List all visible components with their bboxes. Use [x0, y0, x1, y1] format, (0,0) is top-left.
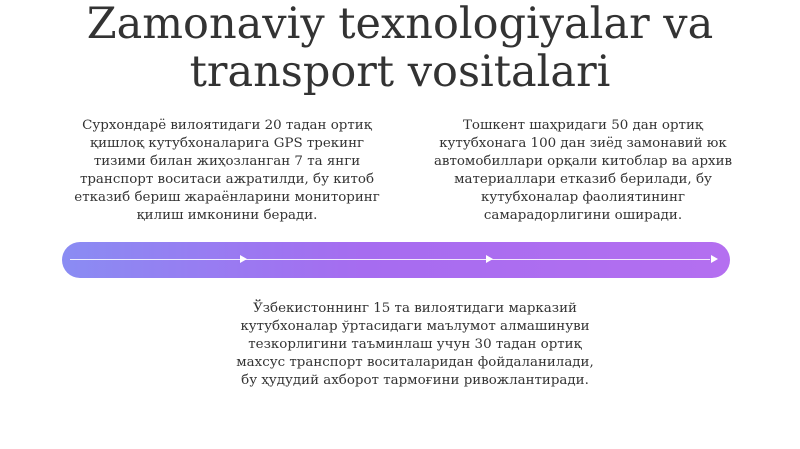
arrow-right-icon	[486, 255, 493, 263]
arrow-right-icon	[711, 255, 718, 263]
timeline-line	[70, 259, 710, 260]
page-title: Zamonaviy texnologiyalar va transport vositalari	[86, 0, 714, 97]
timeline-text-left: Сурхондарё вилоятидаги 20 тадан ортиқ қишлоқ кутубхоналарига GPS трекинг тизими билан жиҳозланган 7 та янги транспорт воситаси ажратилди, бу китоб етказиб бериш жараёнларини мониторинг қилиш имконини беради.	[74, 118, 380, 223]
timeline-text-right: Тошкент шаҳридаги 50 дан ортиқ кутубхонага 100 дан зиёд замонавий юк автомобиллари орқали китоблар ва архив материаллари етказиб берилади, бу кутубхоналар фаолиятининг самарадорлигини оширади.	[433, 118, 733, 223]
arrow-right-icon	[240, 255, 247, 263]
timeline-bar	[62, 242, 730, 278]
timeline-text-bottom: Ўзбекистоннинг 15 та вилоятидаги марказий кутубхоналар ўртасидаги маълумот алмашинуви тезкорлигини таъминлаш учун 30 тадан ортиқ махсус транспорт воситаларидан фойдаланилади, бу ҳудудий ахборот тармоғини ривожлантиради.	[236, 301, 594, 388]
